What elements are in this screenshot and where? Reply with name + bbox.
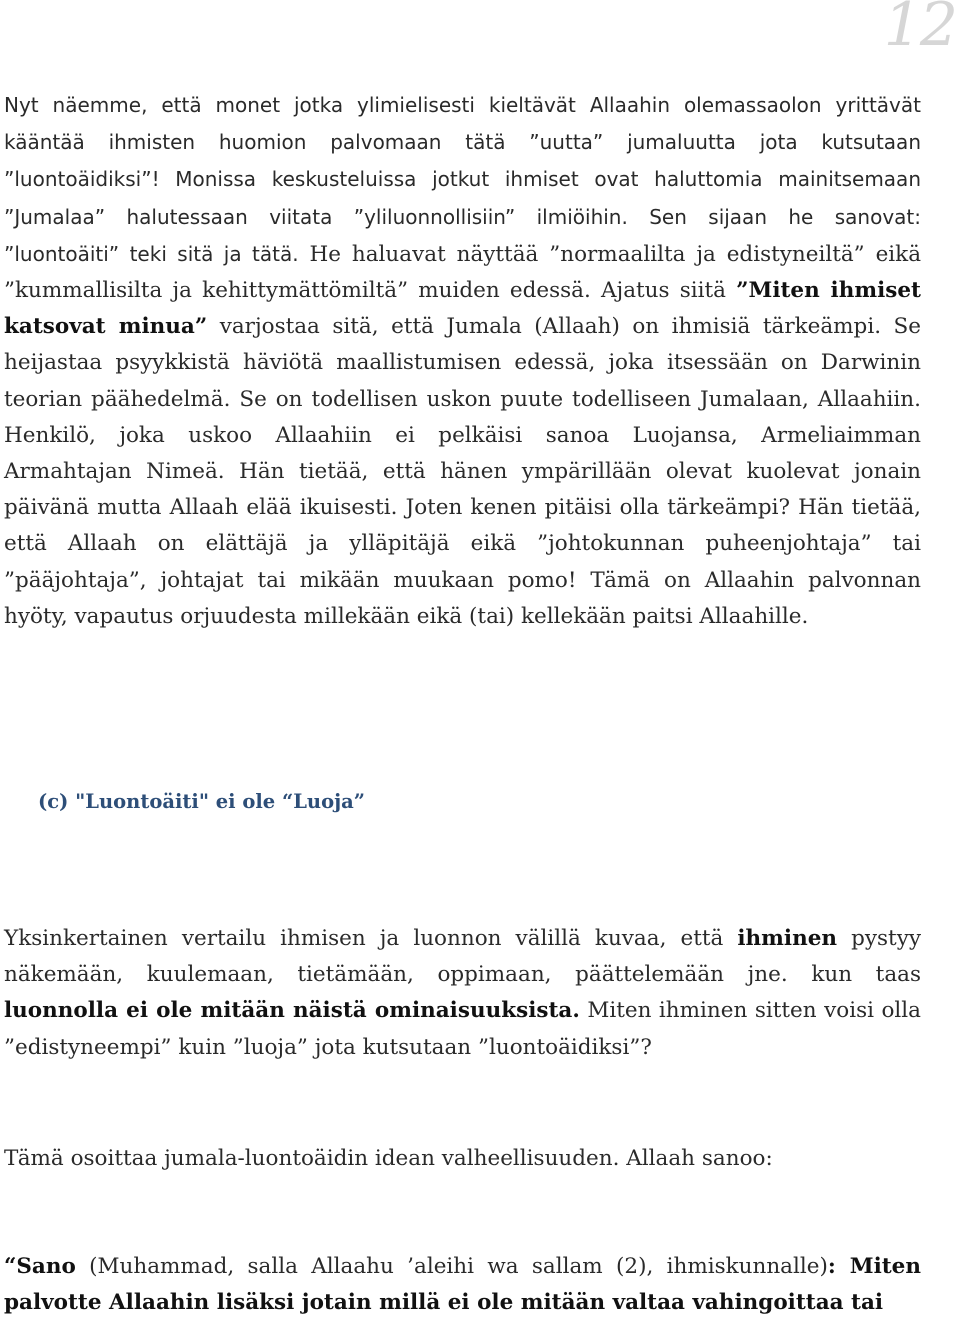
bold-phrase: : Miten palvotte Allaahin lisäksi jotain millä ei ole mitään valtaa vahingoittaa tai [4,1254,921,1316]
paragraph-quote [4,1249,921,1321]
page-number: 12 [883,0,956,60]
paragraph-text: Yksinkertainen vertailu ihmisen ja luonnon välillä kuvaa, että [4,926,738,951]
bold-phrase: “Sano [4,1254,76,1279]
bold-phrase: ihminen [737,926,838,951]
paragraph-falsehood [4,1141,921,1177]
paragraph-text: He haluavat näyttää ”normaalilta ja edistyneiltä” eikä ”kummallisilta ja kehittymättömiltä” muiden edessä. Ajatus siitä [4,241,922,304]
paragraph-comparison [4,921,921,1066]
paragraph-text: pystyy näkemään, kuulemaan, tietämään, oppimaan, päättelemään jne. kun taas [4,926,921,988]
bold-phrase: luonnolla ei ole mitään näistä ominaisuuksista. [4,998,580,1024]
paragraph-text: Miten ihminen sitten voisi olla ”edistyneempi” kuin ”luoja” jota kutsutaan ”luontoäidiksi”? [4,998,921,1060]
paragraph-text: varjostaa sitä, että Jumala (Allaah) on ihmisiä tärkeämpi. Se heijastaa psyykkistä häviötä maallistumisen edessä, joka itsessään on Darwinin teorian päähedelmä. Se on todellisen uskon puute todelliseen Jumalaan, Allaahiin. Henkilö, joka uskoo Allaahiin ei pelkäisi sanoa Luojansa, Armeliaimman Armahtajan Nimeä. Hän tietää, että hänen ympärillään olevat kuolevat jonain päivänä mutta Allaah elää ikuisesti. Joten kenen pitäisi olla tärkeämpi? Hän tietää, että Allaah on elättäjä ja ylläpitäjä eikä ”johtokunnan puheenjohtaja” tai ”pääjohtaja”, johtajat tai mikään muukaan pomo! Tämä on Allaahin palvonnan hyöty, vapautus orjuudesta millekään eikä (tai) kellekään paitsi Allaahille. [4,314,921,629]
paragraph-text: Tämä osoittaa jumala-luontoäidin idean valheellisuuden. Allaah sanoo: [4,1146,773,1171]
bold-phrase: ”Miten ihmiset katsovat minua” [4,278,921,340]
paragraph-nature-mother [4,87,921,635]
paragraph-text: (Muhammad, salla Allaahu ’aleihi wa sallam (2), ihmiskunnalle) [75,1254,828,1279]
section-heading: (c) "Luontoäiti" ei ole “Luoja” [38,790,365,813]
paragraph-text: Nyt näemme, että monet jotka ylimielisesti kieltävät Allaahin olemassaolon yrittävät kääntää ihmisten huomion palvomaan tätä ”uutta” jumaluutta jota kutsutaan ”luontoäidiksi”! Monissa keskusteluissa jotkut ihmiset ovat haluttomia mainitsemaan ”Jumalaa” halutessaan viitata ”yliluonnollisiin” ilmiöihin. Sen sijaan he sanovat: ”luontoäiti” teki sitä ja tätä. [4,93,921,266]
